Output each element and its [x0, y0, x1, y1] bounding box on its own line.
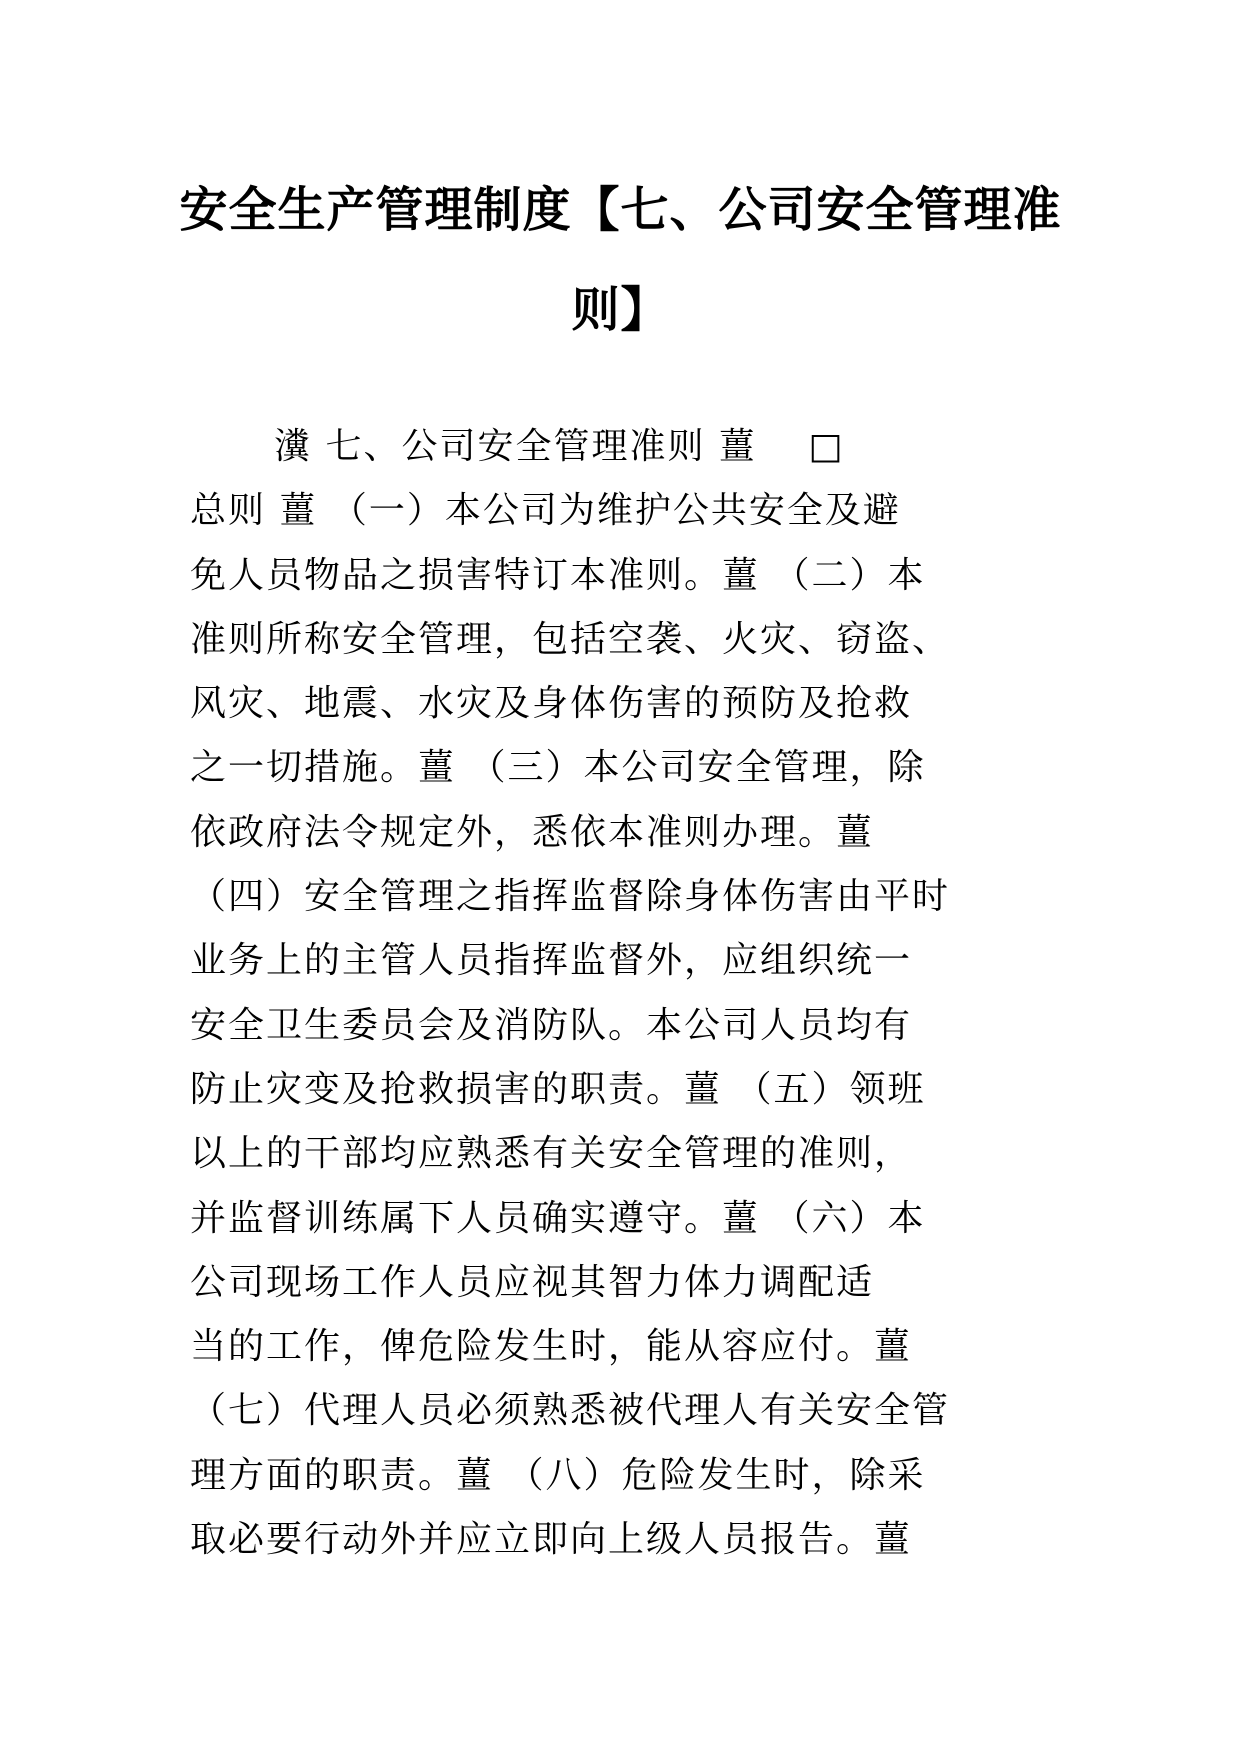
body-line: 安全卫生委员会及消防队。本公司人员均有: [190, 1004, 913, 1046]
body-line: 总则 薑 （一）本公司为维护公共安全及避: [190, 490, 901, 532]
body-line: 业务上的主管人员指挥监督外，应组织统一: [190, 940, 913, 982]
body-line: 并监督训练属下人员确实遵守。薑 （六）本: [190, 1197, 926, 1239]
document-title: 安全生产管理制度【七、公司安全管理准则】: [179, 182, 1062, 338]
body-line: 依政府法令规定外，悉依本准则办理。薑: [190, 811, 875, 853]
body-line: 当的工作，俾危险发生时，能从容应付。薑: [190, 1326, 913, 1368]
body-line: 风灾、地震、水灾及身体伤害的预防及抢救: [190, 683, 913, 725]
body-line: 之一切措施。薑 （三）本公司安全管理，除: [190, 747, 926, 789]
body-line: 取必要行动外并应立即向上级人员报告。薑: [190, 1519, 913, 1561]
body-line: 公司现场工作人员应视其智力体力调配适: [190, 1261, 875, 1303]
body-line: 防止灾变及抢救损害的职责。薑 （五）领班: [190, 1068, 926, 1110]
document-body: [190, 415, 1050, 1572]
body-line: 理方面的职责。薑 （八）危险发生时，除采: [190, 1454, 926, 1496]
body-line: 准则所称安全管理，包括空袭、火灾、窃盗、: [190, 618, 951, 660]
body-line: 免人员物品之损害特订本准则。薑 （二）本: [190, 554, 926, 596]
body-line: （七）代理人员必须熟悉被代理人有关安全管: [190, 1390, 951, 1432]
body-line: 瀵 七、公司安全管理准则 薑 □: [274, 426, 845, 467]
body-line: 以上的干部均应熟悉有关安全管理的准则，: [190, 1133, 913, 1175]
body-line: （四）安全管理之指挥监督除身体伤害由平时: [190, 876, 951, 918]
